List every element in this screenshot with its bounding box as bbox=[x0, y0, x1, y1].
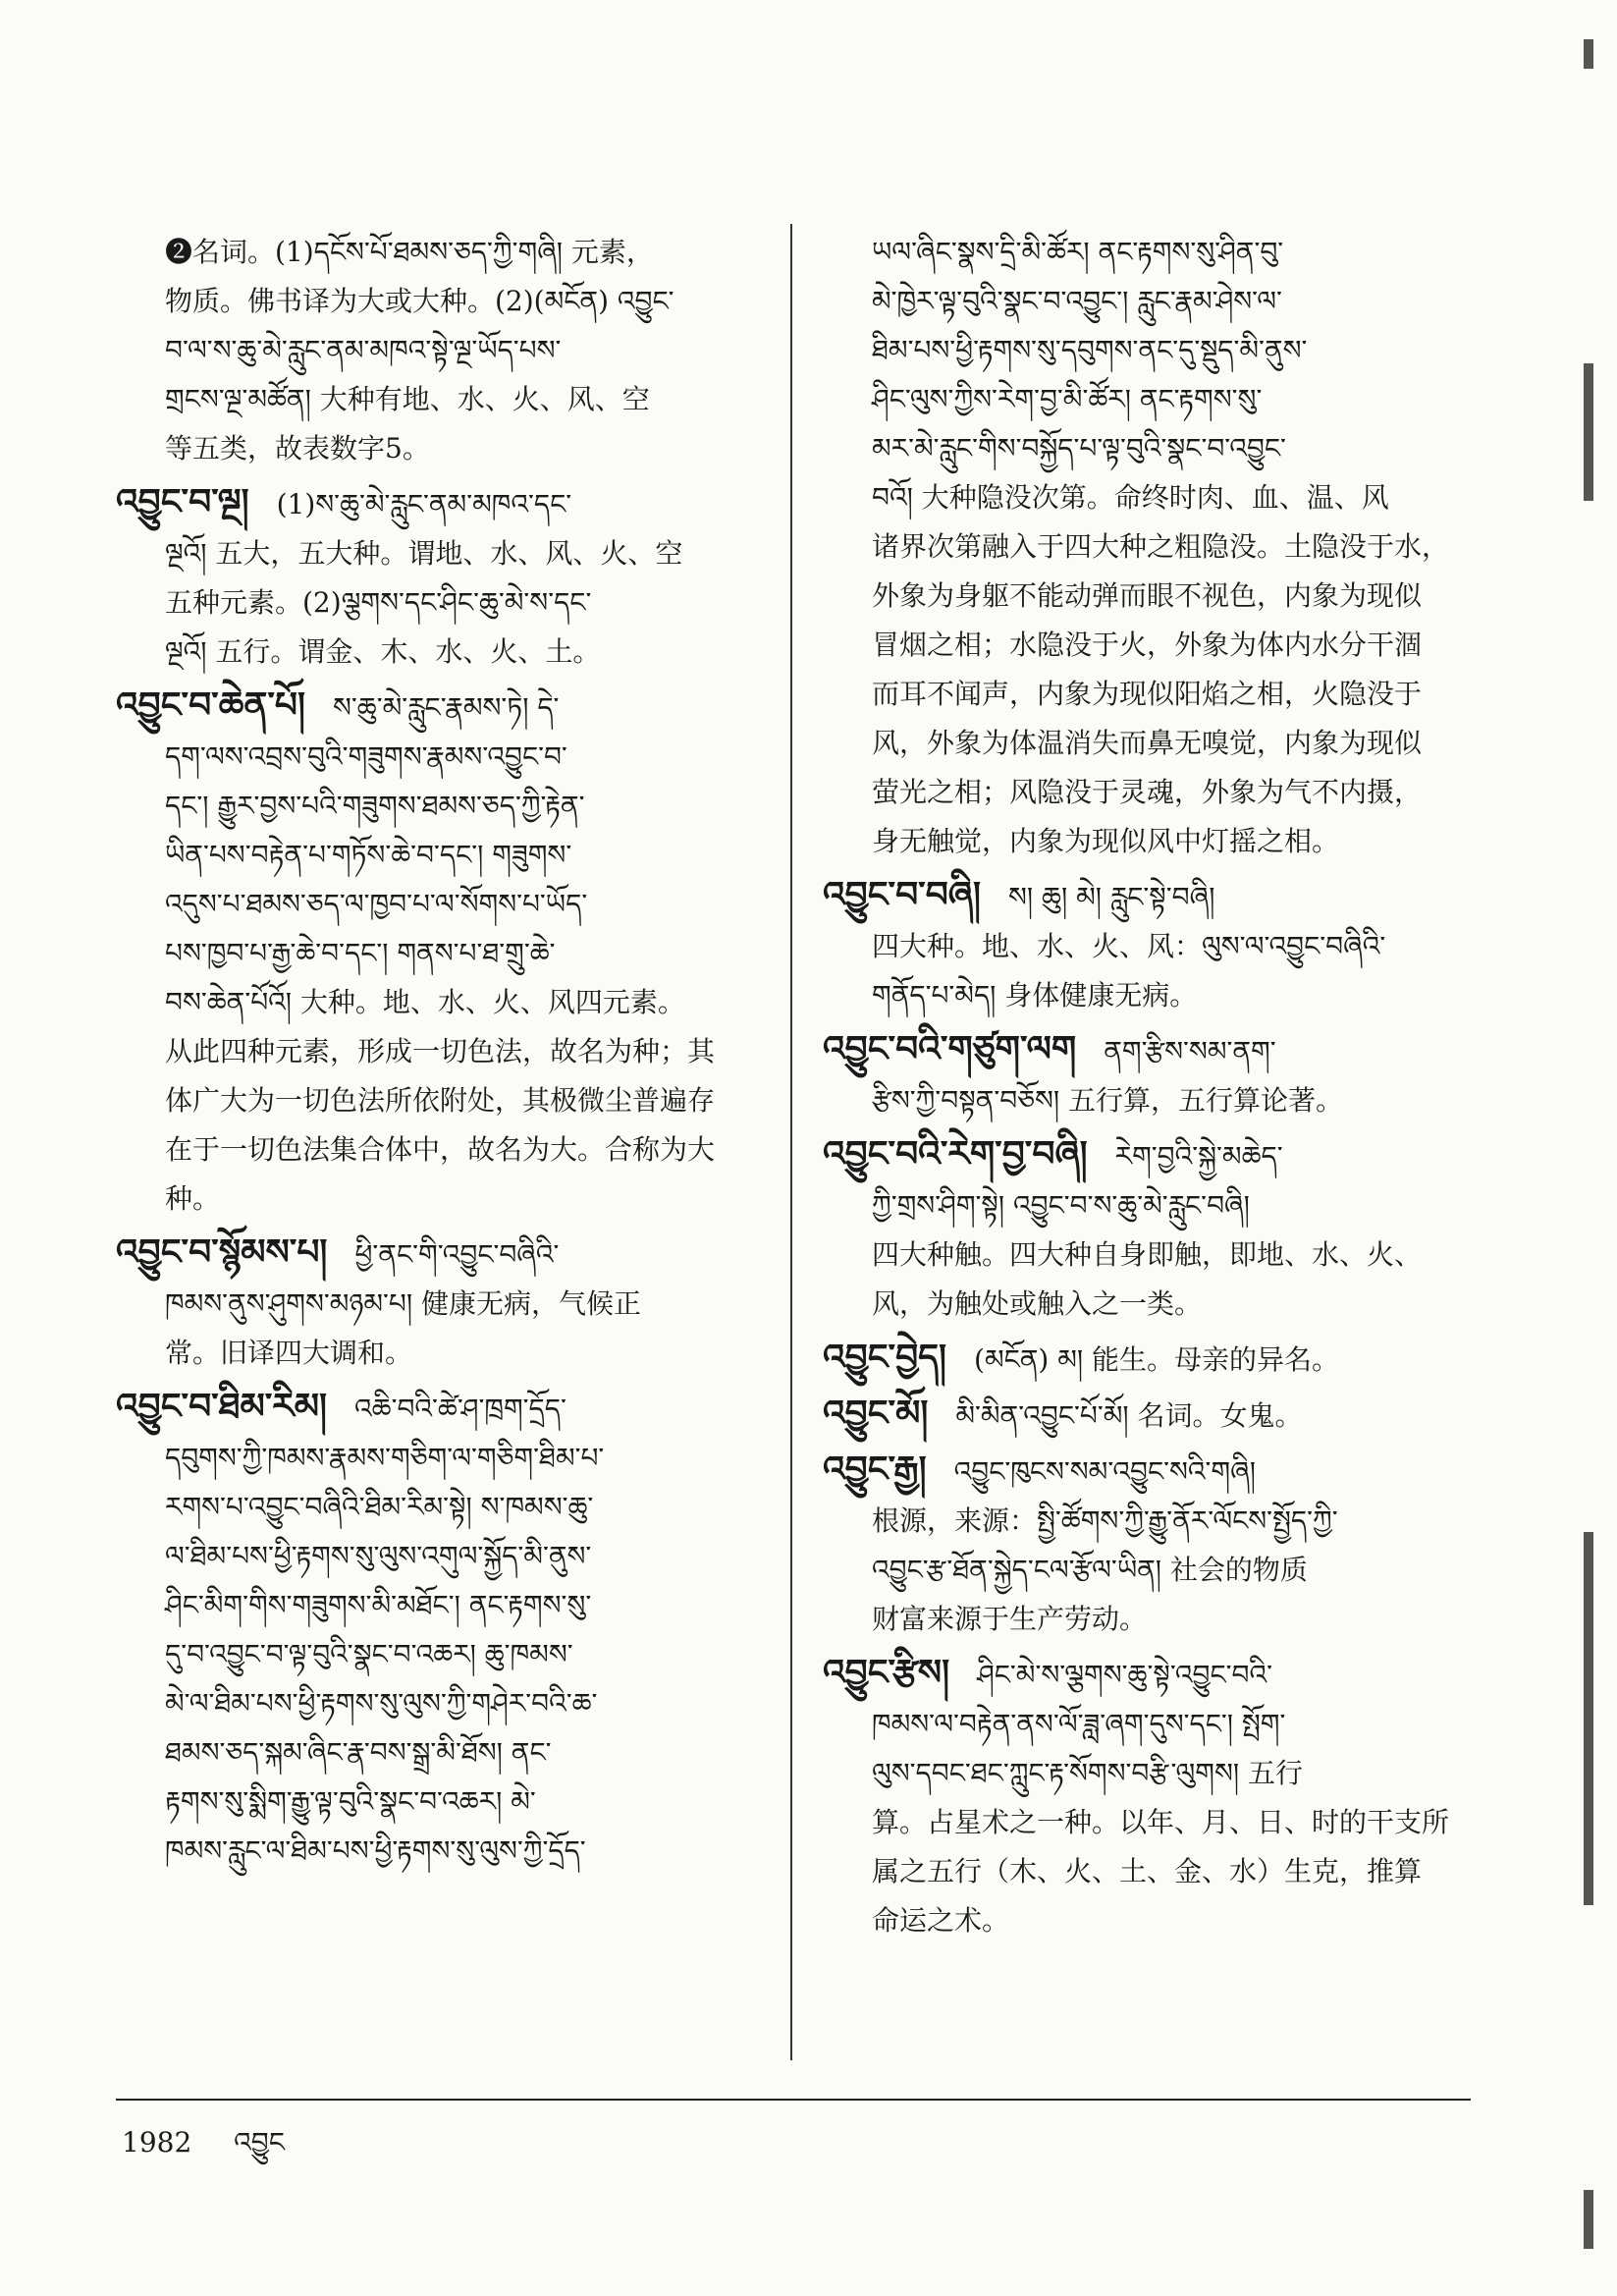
entry-line bbox=[823, 572, 1473, 621]
entry-text: 诸界次第融入于四大种之粗隐没。土隐没于水， bbox=[872, 530, 1450, 563]
entry-line bbox=[116, 1827, 764, 1876]
entry-line bbox=[823, 922, 1473, 971]
entry-text: ས། ཆུ། མེ། རླུང་སྟེ་བཞི། bbox=[1008, 881, 1215, 913]
entry-text: བའོ། 大种隐没次第。命终时肉、血、温、风 bbox=[872, 481, 1389, 514]
entry-line bbox=[116, 1630, 764, 1679]
entry-text: ཤིང་མེ་ས་ལྕགས་ཆུ་སྟེ་འབྱུང་བའི་ bbox=[977, 1659, 1272, 1691]
entry-line bbox=[823, 326, 1473, 375]
entry-text: 在于一切色法集合体中，故名为大。合称为大种。 bbox=[165, 1133, 716, 1215]
entry-first-line bbox=[823, 1445, 1473, 1497]
entry-line bbox=[823, 1497, 1473, 1546]
entry-line bbox=[823, 1230, 1473, 1280]
entry-text: དང་། རྒྱུར་བྱས་པའི་གཟུགས་ཐམས་ཅད་ཀྱི་རྟེན་ bbox=[165, 790, 585, 822]
entry-text: 根源，来源：སྤྱི་ཚོགས་ཀྱི་རྒྱུ་ནོར་ལོངས་སྤྱོད་ཀྱི་ bbox=[872, 1504, 1338, 1537]
entry-headword: འབྱུང་བ་སྙོམས་པ། bbox=[116, 1231, 328, 1273]
dictionary-entry bbox=[823, 870, 1473, 1020]
entry-text: ལ་ཐིམ་པས་ཕྱི་རྟགས་སུ་ལུས་འགུལ་སྐྱོད་མི་ནུས་ bbox=[165, 1540, 592, 1572]
entry-headword: འབྱུང་བ་ཐིམ་རིམ། bbox=[116, 1386, 327, 1427]
entry-text: པས་ཁྱབ་པ་རྒྱ་ཆེ་བ་དང་། གནས་པ་ཐ་གྲུ་ཆེ་ bbox=[165, 937, 556, 969]
entry-text: 风，外象为体温消失而鼻无嗅觉，内象为现似 bbox=[872, 727, 1423, 759]
dictionary-entry bbox=[116, 1228, 764, 1378]
entry-text: 风，为触处或触入之一类。 bbox=[872, 1287, 1203, 1320]
entry-text: 等五类，故表数字5。 bbox=[165, 432, 430, 465]
entry-line bbox=[116, 733, 764, 782]
entry-text: ཕྱི་ནང་གི་འབྱུང་བཞིའི་ bbox=[354, 1238, 560, 1271]
entry-text: འབྱུང་རྩ་ཐོན་སྐྱེད་ངལ་རྩོལ་ཡིན། 社会的物质 bbox=[872, 1554, 1308, 1586]
entry-line bbox=[823, 719, 1473, 768]
entry-line bbox=[116, 978, 764, 1027]
page-number: 1982 bbox=[122, 2126, 192, 2159]
entry-text: ཡལ་ཞིང་སྣས་དྲི་མི་ཚོར། ནང་རྟགས་སུ་ཤིན་བུ་ bbox=[872, 236, 1284, 268]
entry-text: དུ་བ་འབྱུང་བ་ལྟ་བུའི་སྣང་བ་འཆར། ཆུ་ཁམས་ bbox=[165, 1638, 573, 1670]
entry-headword: འབྱུང་རྩིས། bbox=[823, 1652, 950, 1693]
entry-text: 常。旧译四大调和。 bbox=[165, 1337, 413, 1369]
entry-headword: འབྱུང་བའི་རེག་བྱ་བཞི། bbox=[823, 1133, 1088, 1175]
entry-headword: འབྱུང་བའི་གཙུག་ལག bbox=[823, 1028, 1077, 1069]
entry-text: 外象为身躯不能动弹而眼不视色，内象为现似 bbox=[872, 579, 1423, 612]
entry-line bbox=[116, 1483, 764, 1532]
dictionary-entry bbox=[823, 1648, 1473, 1945]
column-divider bbox=[790, 224, 792, 2060]
entry-line bbox=[116, 578, 764, 628]
entry-text: གྲངས་ལྔ་མཚོན། 大种有地、水、火、风、空 bbox=[165, 383, 650, 415]
entry-line bbox=[116, 375, 764, 424]
entry-text: 五种元素。(2)ལྕགས་དང་ཤིང་ཆུ་མེ་ས་དང་ bbox=[165, 586, 592, 619]
dictionary-entry bbox=[116, 477, 764, 677]
entry-text: (མངོན) མ། 能生。母亲的异名。 bbox=[974, 1343, 1340, 1376]
entry-text: ཐིམ་པས་ཕྱི་རྟགས་སུ་དབུགས་ནང་དུ་སྡུད་མི་ནུས་ bbox=[872, 334, 1308, 366]
entry-text: འཆི་བའི་ཚེ་ཤ་ཁྲག་དྲོད་ bbox=[354, 1393, 566, 1425]
entry-line bbox=[116, 529, 764, 578]
entry-text: རྩིས་ཀྱི་བསྟན་བཅོས། 五行算，五行算论著。 bbox=[872, 1084, 1344, 1117]
entry-text: 物质。佛书译为大或大种。(2)(མངོན) འབྱུང་ bbox=[165, 285, 674, 317]
entry-text: 四大种触。四大种自身即触，即地、水、火、 bbox=[872, 1238, 1423, 1271]
entry-headword: འབྱུང་བ་བཞི། bbox=[823, 874, 981, 915]
entry-text: ས་ཆུ་མེ་རླུང་རྣམས་ཏེ། དེ་ bbox=[333, 691, 560, 724]
entry-line bbox=[823, 1700, 1473, 1749]
entry-line bbox=[116, 1329, 764, 1378]
dictionary-entry bbox=[823, 1445, 1473, 1644]
page-footer bbox=[122, 2111, 318, 2189]
dictionary-entry bbox=[823, 1024, 1473, 1125]
dictionary-entry bbox=[823, 1129, 1473, 1329]
entry-text: ❷名词。(1)དངོས་པོ་ཐམས་ཅད་ཀྱི་གཞི། 元素， bbox=[165, 236, 654, 268]
entry-first-line bbox=[116, 477, 764, 529]
entry-line bbox=[116, 277, 764, 326]
entry-line bbox=[116, 424, 764, 473]
entry-text: 财富来源于生产劳动。 bbox=[872, 1603, 1148, 1635]
entry-headword: འབྱུང་བ་ཆེན་པོ། bbox=[116, 684, 305, 726]
entry-text: རྟགས་སུ་སྨིག་རྒྱུ་ལྟ་བུའི་སྣང་བ་འཆར། མེ་ bbox=[165, 1785, 536, 1818]
entry-text: 属之五行（木、火、土、金、水）生克，推算 bbox=[872, 1855, 1423, 1887]
entry-line bbox=[823, 424, 1473, 473]
entry-line bbox=[823, 375, 1473, 424]
dictionary-entry bbox=[823, 1333, 1473, 1385]
entry-line bbox=[116, 929, 764, 978]
entry-line bbox=[823, 1749, 1473, 1798]
entry-line bbox=[116, 1581, 764, 1630]
entry-line bbox=[823, 1546, 1473, 1595]
entry-text: དབུགས་ཀྱི་ཁམས་རྣམས་གཅིག་ལ་གཅིག་ཐིམ་པ་ bbox=[165, 1442, 605, 1474]
entry-text: ཡིན་པས་བརྟེན་པ་གཏོས་ཆེ་བ་དང་། གཟུགས་ bbox=[165, 839, 572, 871]
entry-line bbox=[823, 1847, 1473, 1896]
entry-text: དག་ལས་འབྲས་བུའི་གཟུགས་རྣམས་འབྱུང་བ་ bbox=[165, 740, 567, 773]
entry-headword: འབྱུང་བྱེད། bbox=[823, 1337, 947, 1378]
entry-line bbox=[823, 1896, 1473, 1945]
entry-line bbox=[823, 277, 1473, 326]
entry-line bbox=[823, 473, 1473, 522]
entry-line bbox=[116, 1777, 764, 1827]
entry-text: 身无触觉，内象为现似风中灯摇之相。 bbox=[872, 825, 1340, 857]
entry-first-line bbox=[823, 1648, 1473, 1700]
footer-rule bbox=[116, 2099, 1471, 2101]
entry-line bbox=[116, 1027, 764, 1076]
entry-first-line bbox=[116, 1228, 764, 1280]
entry-line bbox=[116, 1280, 764, 1329]
dictionary-entry bbox=[116, 228, 764, 473]
entry-text: མི་མིན་འབྱུང་པོ་མོ། 名词。女鬼。 bbox=[955, 1399, 1303, 1432]
entry-line bbox=[116, 831, 764, 880]
dictionary-entry bbox=[116, 681, 764, 1224]
dictionary-entry bbox=[823, 228, 1473, 866]
entry-line bbox=[823, 768, 1473, 817]
entry-text: ལུས་དབང་ཐང་ཀླུང་རྟ་སོགས་བརྩི་ལུགས། 五行 bbox=[872, 1757, 1303, 1789]
entry-line bbox=[823, 522, 1473, 572]
entry-line bbox=[823, 670, 1473, 719]
entry-text: གནོད་པ་མེད། 身体健康无病。 bbox=[872, 979, 1198, 1011]
entry-text: འདུས་པ་ཐམས་ཅད་ལ་ཁྱབ་པ་ལ་སོགས་པ་ཡོད་ bbox=[165, 888, 588, 920]
entry-text: 萤光之相；风隐没于灵魂，外象为气不内摄， bbox=[872, 776, 1423, 808]
entry-text: རེག་བྱའི་སྐྱེ་མཆེད་ bbox=[1114, 1140, 1283, 1173]
dictionary-entry bbox=[116, 1382, 764, 1876]
entry-first-line bbox=[823, 228, 1473, 277]
entry-first-line bbox=[823, 1024, 1473, 1076]
entry-line bbox=[116, 1434, 764, 1483]
entry-line bbox=[823, 1280, 1473, 1329]
entry-line bbox=[823, 817, 1473, 866]
entry-text: ཁམས་རླུང་ལ་ཐིམ་པས་ཕྱི་རྟགས་སུ་ལུས་ཀྱི་དྲོད་ bbox=[165, 1834, 586, 1867]
entry-text: ཁམས་ནུས་ཤུགས་མཉམ་པ། 健康无病，气候正 bbox=[165, 1287, 641, 1320]
entry-text: མེ་ཁྱེར་ལྟ་བུའི་སྣང་བ་འབྱུང་། རླུང་རྣམ་ཤེས་ལ་ bbox=[872, 285, 1282, 317]
entry-line bbox=[823, 1076, 1473, 1125]
entry-line bbox=[116, 326, 764, 375]
entry-text: མེ་ལ་ཐིམ་པས་ཕྱི་རྟགས་སུ་ལུས་ཀྱི་གཤེར་བའི་ཆ་ bbox=[165, 1687, 598, 1720]
entry-line bbox=[823, 1798, 1473, 1847]
entry-text: 冒烟之相；水隐没于火，外象为体内水分干涸 bbox=[872, 629, 1423, 661]
entry-first-line bbox=[823, 1333, 1473, 1385]
entry-line bbox=[116, 1532, 764, 1581]
entry-first-line bbox=[116, 228, 764, 277]
entry-text: བ་ལ་ས་ཆུ་མེ་རླུང་ནམ་མཁའ་སྟེ་ལྔ་ཡོད་པས་ bbox=[165, 334, 562, 366]
entry-first-line bbox=[823, 1129, 1473, 1181]
entry-text: 从此四种元素，形成一切色法，故名为种；其 bbox=[165, 1035, 716, 1067]
entry-first-line bbox=[823, 1389, 1473, 1441]
entry-line bbox=[116, 1728, 764, 1777]
entry-line bbox=[823, 1181, 1473, 1230]
entry-text: བས་ཆེན་པོའོ། 大种。地、水、火、风四元素。 bbox=[165, 986, 685, 1018]
entry-text: ལྔའོ། 五大，五大种。谓地、水、风、火、空 bbox=[165, 537, 683, 570]
entry-text: 而耳不闻声，内象为现似阳焰之相，火隐没于 bbox=[872, 678, 1423, 710]
entry-text: ལྔའོ། 五行。谓金、木、水、火、土。 bbox=[165, 635, 601, 668]
running-head: འབྱུང bbox=[234, 2126, 285, 2159]
entry-text: 算。占星术之一种。以年、月、日、时的干支所 bbox=[872, 1806, 1450, 1838]
entry-text: ནག་རྩིས་སམ་ནག་ bbox=[1104, 1035, 1276, 1067]
entry-text: ཀྱི་གྲས་ཤིག་སྟེ། འབྱུང་བ་ས་ཆུ་མེ་རླུང་བཞི། bbox=[872, 1189, 1250, 1222]
entry-text: ཤིང་ལུས་ཀྱིས་རེག་བྱ་མི་ཚོར། ནང་རྟགས་སུ་ bbox=[872, 383, 1263, 415]
entry-text: 体广大为一切色法所依附处，其极微尘普遍存 bbox=[165, 1084, 716, 1117]
entry-text: ཁམས་ལ་བརྟེན་ནས་ལོ་ཟླ་ཞག་དུས་དང་། སྤོག་ bbox=[872, 1708, 1286, 1740]
entry-first-line bbox=[823, 870, 1473, 922]
entry-text: ཤིང་མིག་གིས་གཟུགས་མི་མཐོང་། ནང་རྟགས་སུ་ bbox=[165, 1589, 592, 1621]
scan-edge-marks bbox=[1574, 0, 1613, 2296]
entry-text: མར་མེ་རླུང་གིས་བསྐྱོད་པ་ལྟ་བུའི་སྣང་བ་འབྱུང་ bbox=[872, 432, 1286, 465]
entry-text: 四大种。地、水、火、风：ལུས་ལ་འབྱུང་བཞིའི་ bbox=[872, 930, 1386, 962]
entry-headword: འབྱུང་རྒྱ། bbox=[823, 1449, 927, 1490]
entry-line bbox=[116, 1076, 764, 1125]
entry-text: (1)ས་ཆུ་མེ་རླུང་ནམ་མཁའ་དང་ bbox=[276, 488, 572, 520]
entry-headword: འབྱུང་བ་ལྔ། bbox=[116, 481, 249, 522]
entry-text: འབྱུང་ཁུངས་སམ་འབྱུང་སའི་གཞི། bbox=[953, 1455, 1256, 1488]
entry-line bbox=[116, 1679, 764, 1728]
entry-line bbox=[116, 1125, 764, 1224]
left-column bbox=[116, 228, 764, 1880]
entry-line bbox=[823, 1595, 1473, 1644]
entry-line bbox=[116, 628, 764, 677]
entry-first-line bbox=[116, 1382, 764, 1434]
entry-text: རགས་པ་འབྱུང་བཞིའི་ཐིམ་རིམ་སྟེ། ས་ཁམས་ཆུ་ bbox=[165, 1491, 594, 1523]
entry-text: ཐམས་ཅད་སྐམ་ཞིང་རྣ་བས་སྒྲ་མི་ཐོས། ནང་ bbox=[165, 1736, 552, 1769]
entry-headword: འབྱུང་མོ། bbox=[823, 1393, 929, 1434]
entry-line bbox=[116, 880, 764, 929]
entry-line bbox=[116, 782, 764, 831]
entry-text: 命运之术。 bbox=[872, 1904, 1010, 1937]
entry-first-line bbox=[116, 681, 764, 733]
entry-line bbox=[823, 621, 1473, 670]
entry-line bbox=[823, 971, 1473, 1020]
dictionary-entry bbox=[823, 1389, 1473, 1441]
right-column bbox=[823, 228, 1473, 1949]
